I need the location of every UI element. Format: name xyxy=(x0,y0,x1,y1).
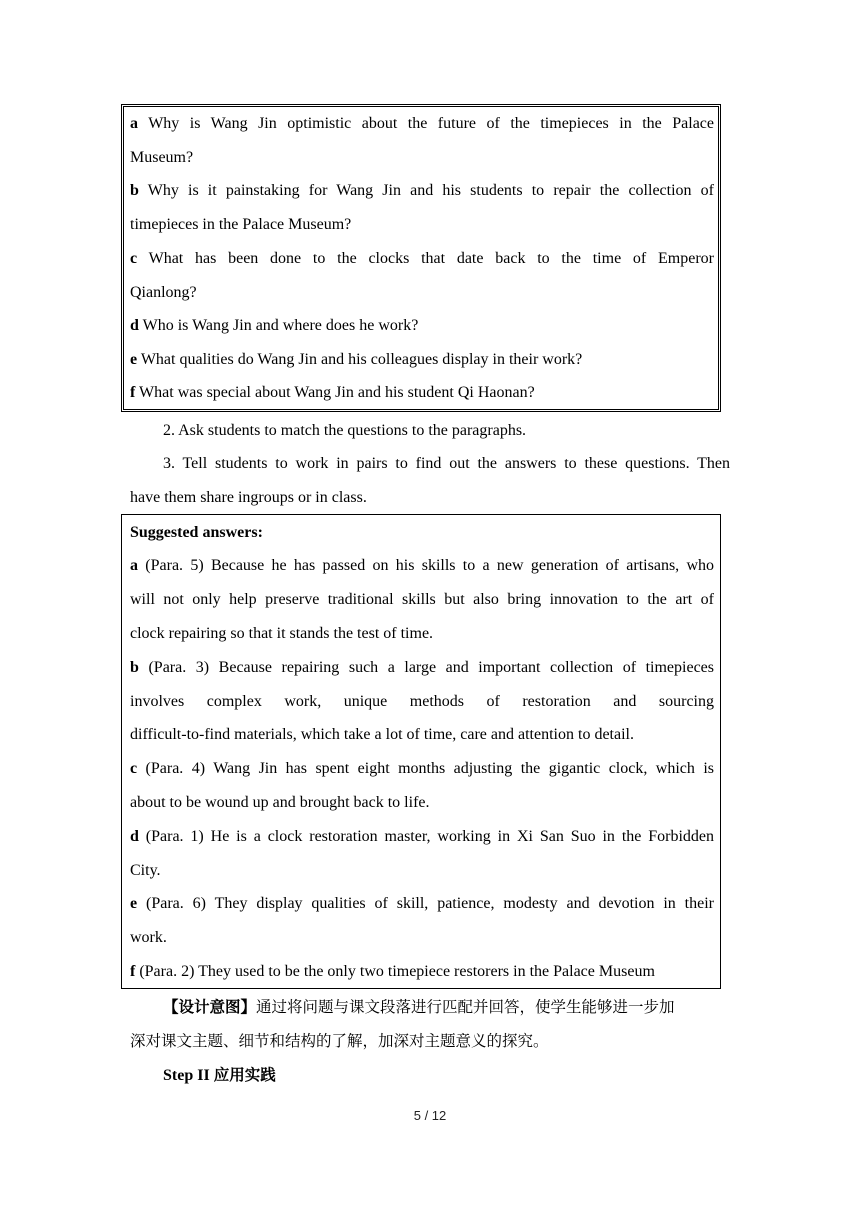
question-text: What was special about Wang Jin and his student Qi Haonan? xyxy=(139,384,535,401)
question-b-line2 xyxy=(130,208,714,242)
question-letter: a xyxy=(130,115,138,132)
question-c-line2 xyxy=(130,276,714,310)
answer-text: will not only help preserve traditional skills but also bring innovation to the art of xyxy=(130,591,714,608)
answer-text: (Para. 4) Wang Jin has spent eight months adjusting the gigantic clock, which is xyxy=(145,760,714,777)
answer-d-line2 xyxy=(130,854,714,888)
answer-letter: c xyxy=(130,760,138,777)
step-2: 2. Ask students to match the questions to the paragraphs. xyxy=(163,422,527,439)
answer-text: (Para. 6) They display qualities of skill, patience, modesty and devotion in their xyxy=(146,895,714,912)
answers-heading: Suggested answers: xyxy=(130,524,263,541)
answer-text: (Para. 1) He is a clock restoration master, working in Xi San Suo in the Forbidden xyxy=(145,828,714,845)
question-f xyxy=(130,376,714,410)
design-intent-text: 通过将问题与课文段落进行匹配并回答，使学生能够进一步加 xyxy=(256,998,675,1016)
answer-b-line2 xyxy=(130,685,714,719)
step-3-line1: 3. Tell students to work in pairs to find out the answers to these questions. Then xyxy=(163,455,730,472)
answer-text: about to be wound up and brought back to life. xyxy=(130,794,430,811)
step-3-line2: have them share ingroups or in class. xyxy=(130,489,367,506)
answer-text: clock repairing so that it stands the test of time. xyxy=(130,625,434,642)
answer-e-line1 xyxy=(130,887,714,921)
question-letter: d xyxy=(130,317,139,334)
page-number: 5 / 12 xyxy=(413,1108,447,1123)
question-letter: f xyxy=(130,384,136,401)
step-heading xyxy=(163,1058,276,1092)
answer-letter: e xyxy=(130,895,138,912)
answer-text: work. xyxy=(130,929,167,946)
question-text: What has been done to the clocks that date back to the time of Emperor xyxy=(148,250,714,267)
answer-text: involves complex work, unique methods of restoration and sourcing xyxy=(130,693,714,710)
answer-letter: f xyxy=(130,963,136,980)
question-text: timepieces in the Palace Museum? xyxy=(130,216,352,233)
step-heading-en: Step II xyxy=(163,1067,210,1084)
answer-a-line2 xyxy=(130,583,714,617)
design-intent-line1 xyxy=(163,990,675,1024)
answer-a-line1 xyxy=(130,549,714,583)
question-c-line1 xyxy=(130,242,714,276)
question-letter: e xyxy=(130,351,138,368)
question-text: Museum? xyxy=(130,149,194,166)
answer-b-line1 xyxy=(130,651,714,685)
answer-letter: d xyxy=(130,828,139,845)
answer-letter: b xyxy=(130,659,139,676)
answer-b-line3 xyxy=(130,718,714,752)
answer-c-line1 xyxy=(130,752,714,786)
answer-a-line3 xyxy=(130,617,714,651)
question-text: Why is it painstaking for Wang Jin and his students to repair the collection of xyxy=(147,182,714,199)
design-intent-text: 深对课文主题、细节和结构的了解，加深对主题意义的探究。 xyxy=(130,1032,549,1050)
question-text: Who is Wang Jin and where does he work? xyxy=(142,317,419,334)
answer-letter: a xyxy=(130,557,138,574)
question-a-line1 xyxy=(130,107,714,141)
question-d xyxy=(130,309,714,343)
answer-text: (Para. 3) Because repairing such a large and important collection of timepieces xyxy=(148,659,714,676)
question-b-line1 xyxy=(130,174,714,208)
answer-text: City. xyxy=(130,862,161,879)
answer-text: (Para. 2) They used to be the only two timepiece restorers in the Palace Museum xyxy=(139,963,655,980)
answer-text: (Para. 5) Because he has passed on his skills to a new generation of artisans, who xyxy=(145,557,714,574)
answer-f xyxy=(130,955,714,989)
design-intent-line2 xyxy=(130,1024,549,1058)
design-intent-label: 【设计意图】 xyxy=(163,998,257,1016)
step-heading-cn: 应用实践 xyxy=(213,1066,276,1084)
question-text: Why is Wang Jin optimistic about the future of the timepieces in the Palace xyxy=(148,115,714,132)
answer-d-line1 xyxy=(130,820,714,854)
question-text: What qualities do Wang Jin and his colleagues display in their work? xyxy=(140,351,583,368)
answer-e-line2 xyxy=(130,921,714,955)
question-letter: b xyxy=(130,182,139,199)
answer-c-line2 xyxy=(130,786,714,820)
question-e xyxy=(130,343,714,377)
question-letter: c xyxy=(130,250,138,267)
answer-text: difficult-to-find materials, which take a lot of time, care and attention to detail. xyxy=(130,726,634,743)
question-text: Qianlong? xyxy=(130,284,197,301)
question-a-line2 xyxy=(130,141,714,175)
